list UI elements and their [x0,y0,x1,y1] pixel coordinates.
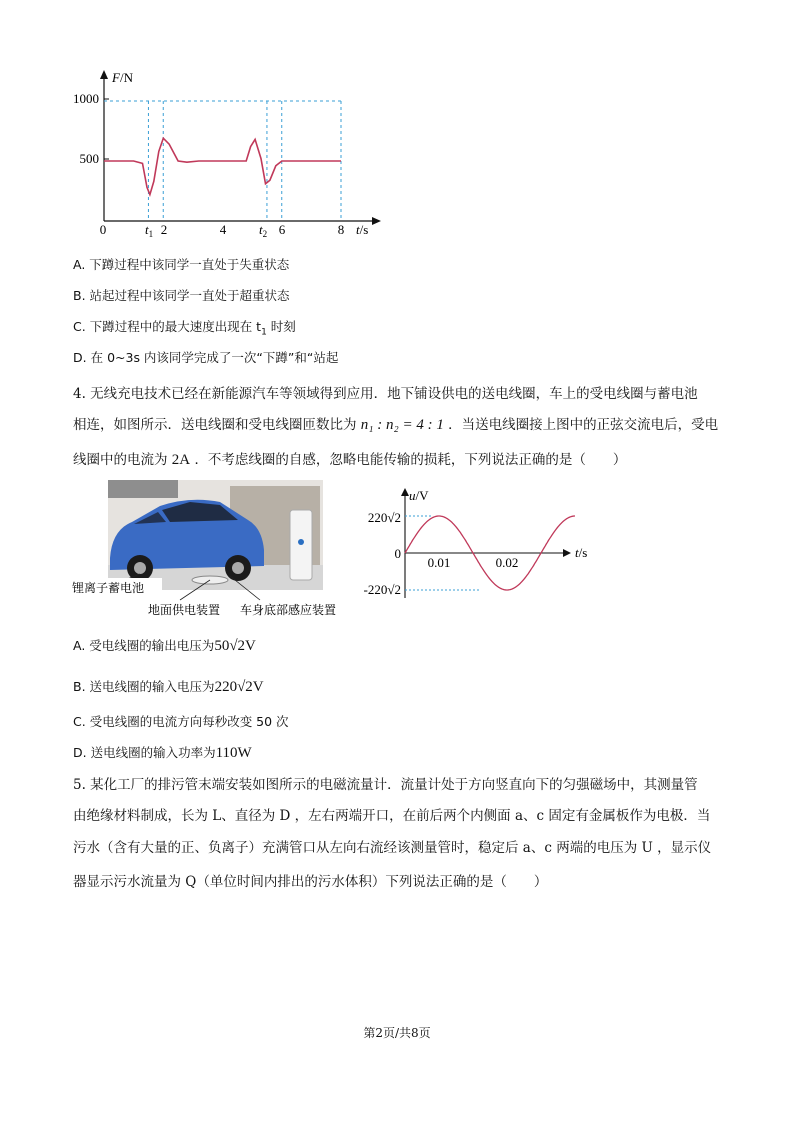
q4-option-c[interactable] [73,712,289,732]
option-text: 站起过程中该同学一直处于超重状态 [89,288,290,303]
q5-line-1: 5. 某化工厂的排污管末端安装如图所示的电磁流量计．流量计处于方向竖直向下的匀强磁场中，其测量管 [73,777,698,793]
x-tick-4: 4 [219,222,227,237]
label-car-device: 车身底部感应装置 [240,603,337,617]
q4-line-3 [73,450,626,470]
x-tick-6: 6 [278,222,286,237]
q4-option-d[interactable] [73,743,252,763]
x-tick-2: 2 [160,222,168,237]
option-label: A. [73,257,86,272]
y-axis-label: u/V [409,488,429,503]
option-text: 受电线圈的输出电压为 [89,638,215,653]
x-tick-t1: $t_1$ [144,222,154,239]
x-tick-t2: $t_2$ [258,222,268,239]
voltage-time-graph [355,486,595,606]
x-tick-0: 0 [99,222,107,237]
x-axis-label: t/s [575,545,588,560]
option-text: 下蹲过程中的最大速度出现在 t [89,319,262,334]
q5-line-4: 器显示污水流量为 Q（单位时间内排出的污水体积）下列说法正确的是（ ） [73,874,548,890]
q4-text: 线圈中的电流为 [73,452,168,468]
y-axis-label: F/N [112,70,133,85]
option-text: 送电线圈的输入功率为 [90,745,216,760]
q3-option-a[interactable] [73,255,289,275]
y-label-origin: 0 [394,546,401,561]
label-battery: 锂离子蓄电池 [72,581,145,595]
x-tick-0.01: 0.01 [427,555,451,570]
y-label-bottom: -220√2 [363,582,401,597]
q3-option-c[interactable] [73,317,296,343]
x-axis-arrow [372,217,381,225]
q4-text: 相连，如图所示．送电线圈和受电线圈匝数比为 [73,417,357,433]
option-text: 受电线圈的电流方向每秒改变 50 次 [89,714,289,729]
y-tick-1000: 1000 [73,91,99,106]
wireless-charging-photo [70,480,360,620]
option-value: 110W [215,745,252,761]
option-value: 220√2V [214,679,264,695]
q4-line-1: 4. 无线充电技术已经在新能源汽车等领域得到应用．地下铺设供电的送电线圈，车上的受电线圈与蓄电池 [73,386,698,402]
q3-option-d[interactable] [73,348,338,368]
option-text: 下蹲过程中该同学一直处于失重状态 [89,257,290,272]
y-tick-500: 500 [79,151,99,166]
q5-line-3: 污水（含有大量的正、负离子）充满管口从左向右流经该测量管时，稳定后 a、c 两端的电压为 U ，显示仪 [73,840,712,856]
force-curve [104,138,341,194]
force-time-graph [60,68,410,243]
option-label: C. [73,319,86,334]
q5-line-2: 由绝缘材料制成，长为 L、直径为 D ，左右两端开口，在前后两个内侧面 a、c 固定有金属板作为电极．当 [73,808,711,824]
x-tick-8: 8 [337,222,345,237]
option-label: D. [73,745,87,760]
option-label: C. [73,714,86,729]
x-tick-0.02: 0.02 [495,555,519,570]
option-value: 50√2V [214,638,256,654]
x-axis-label: t/s [356,222,369,237]
current-value: 2A [171,452,191,468]
turns-ratio: n₁ : n₂ = 4 : 1 [360,417,444,433]
option-label: D. [73,350,87,365]
option-sub: 1 [261,327,267,338]
option-label: B. [73,288,86,303]
label-ground-device: 地面供电装置 [148,603,221,617]
q4-line-2 [73,415,718,435]
y-axis-arrow [100,70,108,79]
q4-option-a[interactable] [73,636,256,656]
y-label-top: 220√2 [367,510,401,525]
option-tail: 时刻 [266,319,296,334]
option-text: 在 0~3s 内该同学完成了一次“下蹲”和“站起 [90,350,339,365]
q4-option-b[interactable] [73,677,264,697]
option-label: A. [73,638,86,653]
option-text: 送电线圈的输入电压为 [89,679,215,694]
q4-text: ．不考虑线圈的自感，忽略电能传输的损耗，下列说法正确的是（ ） [194,452,627,468]
page-footer: 第2页/共8页 [363,1026,431,1040]
option-label: B. [73,679,86,694]
q4-text: ．当送电线圈接上图中的正弦交流电后，受电 [448,417,719,433]
q3-option-b[interactable] [73,286,290,306]
